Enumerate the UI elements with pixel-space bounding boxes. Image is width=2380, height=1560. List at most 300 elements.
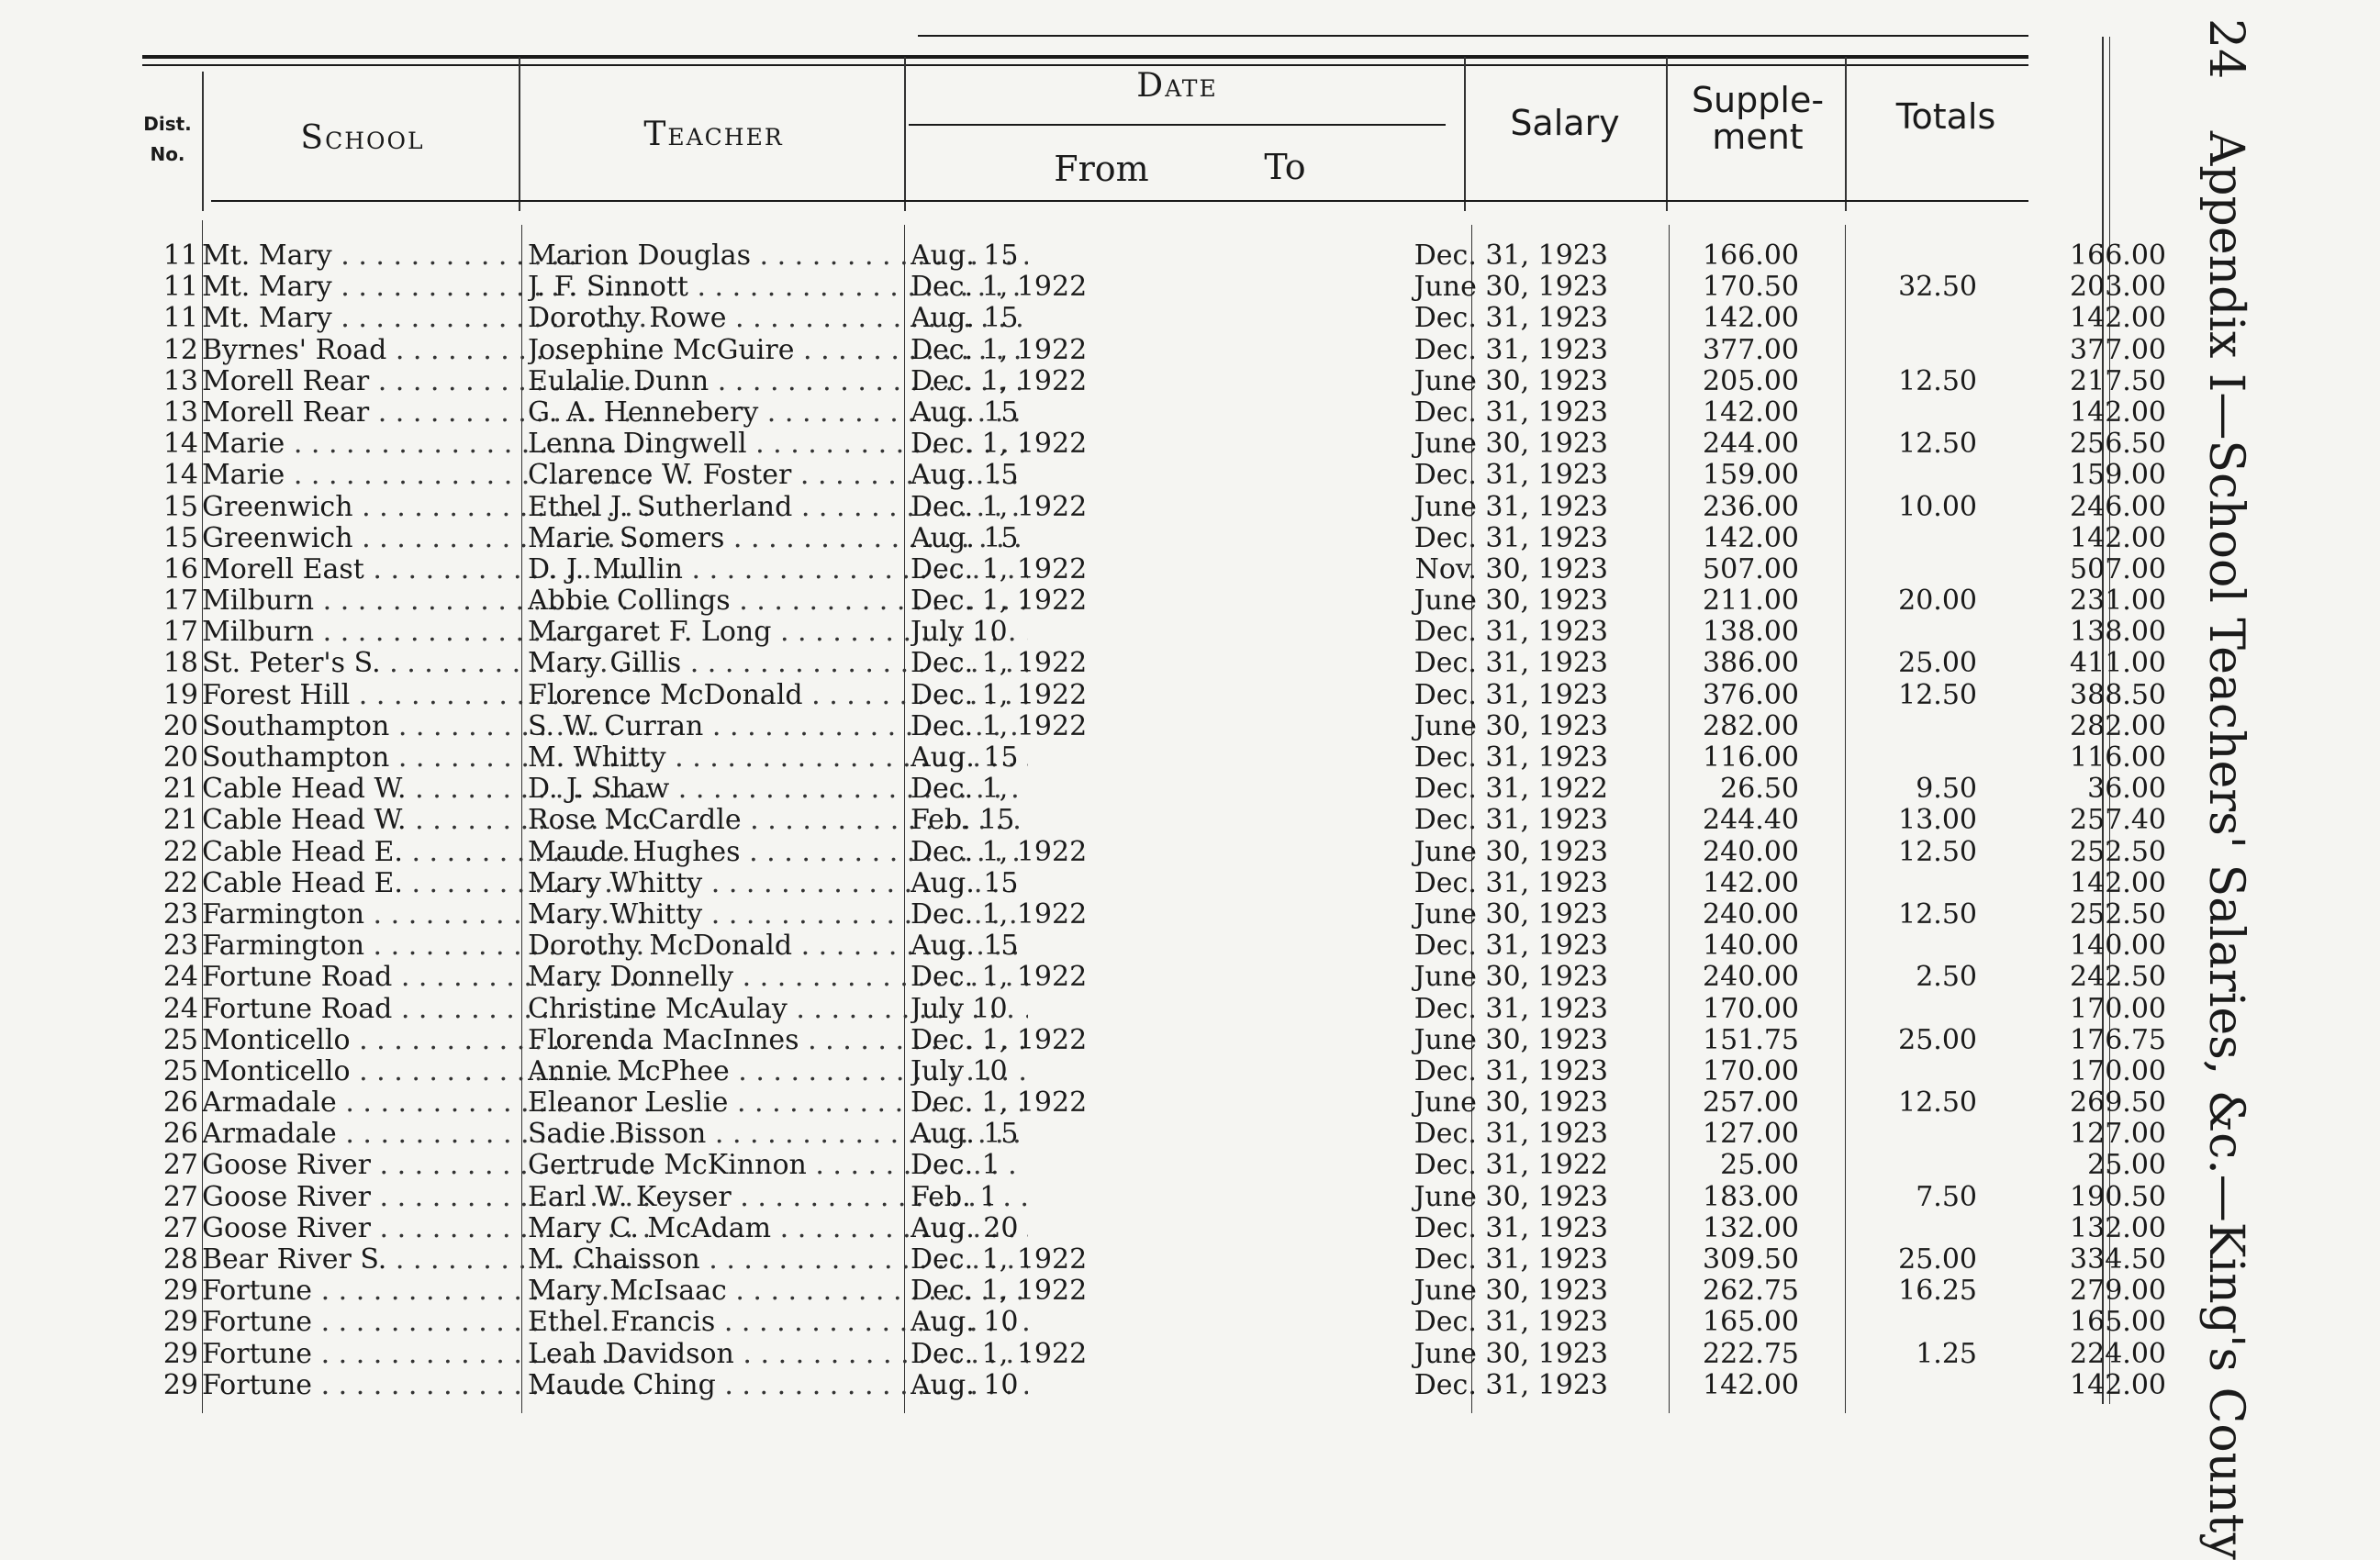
table-row (138, 616, 2166, 649)
dist-no: 20 (162, 741, 198, 774)
total-value: 142.00 (2070, 396, 2166, 429)
total-value: 132.00 (2070, 1211, 2166, 1244)
supplement-value: 2.50 (1916, 961, 1977, 994)
school-name: Cable Head W. . . . (202, 805, 652, 836)
supplement-value: 12.50 (1898, 835, 1977, 868)
table-row (138, 459, 2166, 492)
date-to: Dec. 31, 1923 (1413, 1211, 1608, 1244)
salary-value: 240.00 (1703, 897, 1799, 930)
total-value: 159.00 (2070, 459, 2166, 492)
school-name: Forest Hill . . . (202, 680, 652, 711)
date-to: June 30, 1923 (1413, 1275, 1608, 1308)
top-rule-thin (142, 64, 2028, 66)
school-name: Greenwich . . . (202, 523, 652, 554)
school-name: Mt. Mary . . . (202, 272, 652, 303)
total-value: 142.00 (2070, 521, 2166, 554)
dist-no: 27 (162, 1149, 198, 1182)
table-row (138, 866, 2166, 899)
teacher-name: Dorothy McDonald . . . (528, 930, 1028, 962)
school-name: Morell Rear . . . (202, 366, 652, 397)
header-divider (1666, 57, 1668, 211)
total-value: 217.50 (2070, 364, 2166, 397)
date-to: June 30, 1923 (1413, 1337, 1608, 1370)
total-value: 142.00 (2070, 1368, 2166, 1401)
dist-no: 14 (162, 459, 198, 492)
dist-no: 17 (162, 585, 198, 618)
school-name: Armadale . . . (202, 1119, 652, 1150)
dist-no: 20 (162, 709, 198, 742)
table-row (138, 1023, 2166, 1056)
dist-no: 29 (162, 1306, 198, 1339)
date-to: Dec. 31, 1922 (1413, 773, 1608, 806)
teacher-name: Leah Davidson . . . (528, 1339, 1028, 1370)
date-to: Dec. 31, 1923 (1413, 1054, 1608, 1087)
salary-value: 183.00 (1703, 1180, 1799, 1213)
header-date: Date (1136, 67, 1218, 105)
school-name: Southampton . . . (202, 711, 652, 742)
school-name: Cable Head E. . . . (202, 868, 652, 899)
supplement-value: 32.50 (1898, 271, 1977, 304)
school-name: Greenwich . . . (202, 492, 652, 523)
salary-value: 262.75 (1703, 1275, 1799, 1308)
table-row (138, 647, 2166, 680)
table-row (138, 428, 2166, 461)
teacher-name: Abbie Collings . . . (528, 585, 1028, 617)
salary-value: 222.75 (1703, 1337, 1799, 1370)
date-to: Dec. 31, 1922 (1413, 1149, 1608, 1182)
date-from: Dec. 1, 1922 (911, 429, 1088, 461)
date-from: Dec. 1, 1922 (911, 648, 1088, 680)
dist-no: 29 (162, 1337, 198, 1370)
dist-no: 25 (162, 1023, 198, 1056)
salary-value: 170.50 (1703, 271, 1799, 304)
total-value: 36.00 (2087, 773, 2166, 806)
teacher-name: S. W. Curran . . . (528, 711, 1028, 742)
school-name: Cable Head W. . . . (202, 774, 652, 805)
date-from: Aug. 20 (911, 1212, 1019, 1244)
school-name: Fortune . . . (202, 1307, 652, 1338)
date-from: Aug. 15 (911, 240, 1019, 272)
date-from: Dec. 1, 1922 (911, 1087, 1088, 1120)
table-row (138, 709, 2166, 742)
teacher-name: Christine McAulay . . . (528, 994, 1028, 1025)
table-row (138, 741, 2166, 774)
date-from: Dec. 1, 1922 (911, 1338, 1088, 1370)
supplement-value: 12.50 (1898, 364, 1977, 397)
date-to: Dec. 31, 1923 (1413, 804, 1608, 837)
top-rule-extra (918, 35, 2028, 37)
header-supplement-line2: ment (1712, 116, 1804, 157)
table-row (138, 835, 2166, 868)
dist-no: 13 (162, 396, 198, 429)
total-value: 176.75 (2070, 1023, 2166, 1056)
dist-no: 23 (162, 930, 198, 963)
teacher-name: Maude Ching . . . (528, 1370, 1028, 1401)
salary-value: 244.00 (1703, 428, 1799, 461)
running-title: Appendix I—School Teachers' Salaries, &c.—King's County (2198, 130, 2253, 1560)
date-from: July 10 (911, 617, 1008, 649)
total-value: 166.00 (2070, 240, 2166, 272)
table-row (138, 240, 2166, 272)
dist-no: 14 (162, 428, 198, 461)
date-from: Feb. 15 (911, 805, 1015, 837)
dist-no: 18 (162, 647, 198, 680)
teacher-name: Eulalie Dunn . . . (528, 366, 1028, 397)
table-row (138, 396, 2166, 429)
school-name: Marie . . . (202, 429, 652, 460)
salary-value: 376.00 (1703, 678, 1799, 711)
date-from: Dec. 1, 1922 (911, 679, 1088, 711)
supplement-value: 12.50 (1898, 678, 1977, 711)
supplement-value: 1.25 (1916, 1337, 1977, 1370)
teacher-name: Mary Whitty . . . (528, 868, 1028, 899)
total-value: 224.00 (2070, 1337, 2166, 1370)
salary-value: 244.40 (1703, 804, 1799, 837)
date-from: Aug. 10 (911, 1369, 1019, 1401)
dist-no: 11 (162, 240, 198, 272)
total-value: 282.00 (2070, 709, 2166, 742)
date-to: Dec. 31, 1923 (1413, 1368, 1608, 1401)
dist-no: 19 (162, 678, 198, 711)
teacher-name: Margaret F. Long . . . (528, 617, 1028, 648)
date-from: Dec. 1, 1922 (911, 334, 1088, 366)
salary-value: 116.00 (1703, 741, 1799, 774)
teacher-name: Rose McCardle . . . (528, 805, 1028, 836)
total-value: 165.00 (2070, 1306, 2166, 1339)
date-to: Dec. 31, 1923 (1413, 333, 1608, 366)
table-row (138, 1118, 2166, 1151)
date-from: Aug. 15 (911, 867, 1019, 899)
school-name: Farmington . . . (202, 899, 652, 930)
header-supplement (1670, 80, 1845, 157)
dist-no: 15 (162, 521, 198, 554)
table-row (138, 1275, 2166, 1308)
supplement-value: 12.50 (1898, 897, 1977, 930)
dist-no: 11 (162, 302, 198, 335)
header-divider (904, 57, 906, 211)
teacher-name: Josephine McGuire . . . (528, 335, 1028, 366)
total-value: 257.40 (2070, 804, 2166, 837)
date-from: Dec. 1, 1922 (911, 1244, 1088, 1276)
school-name: St. Peter's S. . . . (202, 648, 652, 679)
dist-no: 12 (162, 333, 198, 366)
table-row (138, 992, 2166, 1025)
total-value: 334.50 (2070, 1243, 2166, 1276)
teacher-name: Ethel J. Sutherland . . . (528, 492, 1028, 523)
teacher-name: Ethel Francis . . . (528, 1307, 1028, 1338)
salary-value: 386.00 (1703, 647, 1799, 680)
total-value: 231.00 (2070, 585, 2166, 618)
dist-no: 28 (162, 1243, 198, 1276)
total-value: 269.50 (2070, 1086, 2166, 1120)
teacher-name: Mary Whitty . . . (528, 899, 1028, 930)
total-value: 507.00 (2070, 552, 2166, 585)
date-to: Dec. 31, 1923 (1413, 521, 1608, 554)
salary-value: 240.00 (1703, 835, 1799, 868)
date-from: Dec. 1 (911, 1150, 1000, 1182)
table-row (138, 897, 2166, 930)
date-to: June 30, 1923 (1413, 1023, 1608, 1056)
date-from: Dec. 1, 1922 (911, 898, 1088, 930)
supplement-value: 12.50 (1898, 1086, 1977, 1120)
table-row (138, 585, 2166, 618)
teacher-name: Eleanor Leslie . . . (528, 1087, 1028, 1119)
dist-no: 11 (162, 271, 198, 304)
teacher-name: Marion Douglas . . . (528, 240, 1028, 272)
date-from: Aug. 15 (911, 460, 1019, 492)
supplement-value: 9.50 (1916, 773, 1977, 806)
school-name: Fortune Road . . . (202, 962, 652, 993)
school-name: Milburn . . . (202, 585, 652, 617)
dist-no: 22 (162, 835, 198, 868)
teacher-name: Marie Somers . . . (528, 523, 1028, 554)
teacher-name: Mary Gillis . . . (528, 648, 1028, 679)
dist-no: 29 (162, 1275, 198, 1308)
table-row (138, 678, 2166, 711)
date-to: June 30, 1923 (1413, 428, 1608, 461)
date-from: Dec. 1, (911, 774, 1009, 806)
salary-table-body (138, 240, 2166, 1401)
school-name: Mt. Mary . . . (202, 240, 652, 272)
date-to: Dec. 31, 1923 (1413, 647, 1608, 680)
date-from: Aug. 15 (911, 1119, 1019, 1151)
date-to: June 30, 1923 (1413, 585, 1608, 618)
dist-no: 21 (162, 773, 198, 806)
teacher-name: J. F. Sinnott . . . (528, 272, 1028, 303)
school-name: Byrnes' Road . . . (202, 335, 652, 366)
school-name: Marie . . . (202, 460, 652, 491)
dist-no: 17 (162, 616, 198, 649)
date-from: July 10 (911, 1055, 1008, 1087)
date-to: June 31, 1923 (1413, 490, 1608, 523)
date-to: Dec. 31, 1923 (1413, 302, 1608, 335)
school-name: Mt. Mary . . . (202, 303, 652, 334)
dist-no: 24 (162, 992, 198, 1025)
supplement-value: 7.50 (1916, 1180, 1977, 1213)
teacher-name: M. Whitty . . . (528, 742, 1028, 774)
teacher-name: Maude Hughes . . . (528, 837, 1028, 868)
date-to: Dec. 31, 1923 (1413, 1306, 1608, 1339)
date-to: Dec. 31, 1923 (1413, 240, 1608, 272)
total-value: 279.00 (2070, 1275, 2166, 1308)
date-from: Feb. 1 (911, 1181, 998, 1213)
supplement-value: 25.00 (1898, 647, 1977, 680)
total-value: 388.50 (2070, 678, 2166, 711)
salary-value: 240.00 (1703, 961, 1799, 994)
total-value: 252.50 (2070, 897, 2166, 930)
total-value: 242.50 (2070, 961, 2166, 994)
school-name: Cable Head E. . . . (202, 837, 652, 868)
total-value: 203.00 (2070, 271, 2166, 304)
school-name: Armadale . . . (202, 1087, 652, 1119)
teacher-name: Clarence W. Foster . . . (528, 460, 1028, 491)
supplement-value: 13.00 (1898, 804, 1977, 837)
total-value: 25.00 (2087, 1149, 2166, 1182)
salary-value: 170.00 (1703, 992, 1799, 1025)
dist-no: 23 (162, 897, 198, 930)
salary-value: 142.00 (1703, 302, 1799, 335)
salary-value: 211.00 (1703, 585, 1799, 618)
salary-value: 377.00 (1703, 333, 1799, 366)
teacher-name: Mary C. McAdam . . . (528, 1213, 1028, 1244)
total-value: 138.00 (2070, 616, 2166, 649)
teacher-name: Annie McPhee . . . (528, 1056, 1028, 1087)
dist-no: 26 (162, 1118, 198, 1151)
school-name: Goose River . . . (202, 1213, 652, 1244)
salary-value: 507.00 (1703, 552, 1799, 585)
total-value: 411.00 (2070, 647, 2166, 680)
dist-no: 22 (162, 866, 198, 899)
date-from: July 10 (911, 993, 1008, 1025)
table-row (138, 1368, 2166, 1401)
school-name: Goose River . . . (202, 1150, 652, 1181)
school-name: Monticello . . . (202, 1025, 652, 1056)
salary-value: 142.00 (1703, 521, 1799, 554)
salary-value: 142.00 (1703, 396, 1799, 429)
supplement-value: 16.25 (1898, 1275, 1977, 1308)
total-value: 256.50 (2070, 428, 2166, 461)
teacher-name: Florenda MacInnes . . . (528, 1025, 1028, 1056)
header-from: From (1054, 149, 1149, 189)
dist-no: 29 (162, 1368, 198, 1401)
table-row (138, 302, 2166, 335)
header-school: School (300, 119, 425, 157)
date-to: June 30, 1923 (1413, 1086, 1608, 1120)
school-name: Fortune . . . (202, 1339, 652, 1370)
table-row (138, 930, 2166, 963)
total-value: 127.00 (2070, 1118, 2166, 1151)
school-name: Goose River . . . (202, 1182, 652, 1213)
header-to: To (1264, 147, 1306, 187)
school-name: Fortune . . . (202, 1276, 652, 1307)
salary-value: 142.00 (1703, 1368, 1799, 1401)
salary-value: 166.00 (1703, 240, 1799, 272)
date-to: Dec. 31, 1923 (1413, 1118, 1608, 1151)
salary-value: 138.00 (1703, 616, 1799, 649)
date-from: Dec. 1, 1922 (911, 962, 1088, 994)
header-teacher: Teacher (643, 116, 784, 153)
table-row (138, 1243, 2166, 1276)
school-name: Fortune Road . . . (202, 994, 652, 1025)
salary-value: 205.00 (1703, 364, 1799, 397)
salary-value: 165.00 (1703, 1306, 1799, 1339)
school-name: Morell Rear . . . (202, 397, 652, 429)
table-row (138, 521, 2166, 554)
total-value: 140.00 (2070, 930, 2166, 963)
table-row (138, 1086, 2166, 1120)
dist-no: 27 (162, 1211, 198, 1244)
date-to: June 30, 1923 (1413, 961, 1608, 994)
table-row (138, 271, 2166, 304)
total-value: 190.50 (2070, 1180, 2166, 1213)
header-divider (1464, 57, 1466, 211)
supplement-value: 25.00 (1898, 1023, 1977, 1056)
dist-no: 13 (162, 364, 198, 397)
header-dist (138, 115, 197, 164)
date-from: Dec. 1, 1922 (911, 710, 1088, 742)
school-name: Fortune . . . (202, 1370, 652, 1401)
total-value: 377.00 (2070, 333, 2166, 366)
date-to: Dec. 31, 1923 (1413, 866, 1608, 899)
table-row (138, 773, 2166, 806)
dist-no: 15 (162, 490, 198, 523)
table-row (138, 961, 2166, 994)
date-to: Dec. 31, 1923 (1413, 741, 1608, 774)
teacher-name: Lenna Dingwell . . . (528, 429, 1028, 460)
table-row (138, 804, 2166, 837)
dist-no: 25 (162, 1054, 198, 1087)
teacher-name: Florence McDonald . . . (528, 680, 1028, 711)
date-from: Dec. 1, 1922 (911, 1024, 1088, 1056)
date-subrule (909, 124, 1446, 126)
teacher-name: D. J. Shaw . . . (528, 774, 1028, 805)
running-header (2198, 18, 2253, 1560)
school-name: Southampton . . . (202, 742, 652, 774)
supplement-value: 20.00 (1898, 585, 1977, 618)
total-value: 246.00 (2070, 490, 2166, 523)
date-to: June 30, 1923 (1413, 835, 1608, 868)
salary-value: 26.50 (1720, 773, 1799, 806)
supplement-value: 10.00 (1898, 490, 1977, 523)
salary-value: 142.00 (1703, 866, 1799, 899)
date-to: Dec. 31, 1923 (1413, 459, 1608, 492)
salary-value: 159.00 (1703, 459, 1799, 492)
teacher-name: G. A. Hennebery . . . (528, 397, 1028, 429)
table-row (138, 1337, 2166, 1370)
dist-no: 27 (162, 1180, 198, 1213)
table-row (138, 1306, 2166, 1339)
total-value: 252.50 (2070, 835, 2166, 868)
teacher-name: Sadie Bisson . . . (528, 1119, 1028, 1150)
date-from: Dec. 1, 1922 (911, 272, 1088, 304)
total-value: 170.00 (2070, 1054, 2166, 1087)
total-value: 142.00 (2070, 302, 2166, 335)
supplement-value: 25.00 (1898, 1243, 1977, 1276)
school-name: Monticello . . . (202, 1056, 652, 1087)
date-to: Dec. 31, 1923 (1413, 992, 1608, 1025)
header-bottom-rule (211, 200, 2028, 202)
salary-value: 25.00 (1720, 1149, 1799, 1182)
date-to: Dec. 31, 1923 (1413, 616, 1608, 649)
header-no-line2: No. (150, 143, 185, 165)
table-row (138, 1054, 2166, 1087)
salary-value: 309.50 (1703, 1243, 1799, 1276)
school-name: Bear River S. . . . (202, 1244, 652, 1276)
date-from: Dec. 1, 1922 (911, 1276, 1088, 1308)
date-from: Aug. 15 (911, 742, 1019, 774)
salary-value: 236.00 (1703, 490, 1799, 523)
date-from: Aug. 15 (911, 303, 1019, 335)
teacher-name: Earl W. Keyser . . . (528, 1182, 1028, 1213)
salary-value: 151.75 (1703, 1023, 1799, 1056)
school-name: Farmington . . . (202, 930, 652, 962)
teacher-name: Gertrude McKinnon . . . (528, 1150, 1028, 1181)
date-from: Dec. 1, 1922 (911, 836, 1088, 868)
total-value: 142.00 (2070, 866, 2166, 899)
teacher-name: D. J. Mullin . . . (528, 554, 1028, 585)
header-divider (519, 57, 520, 211)
date-from: Dec. 1, 1922 (911, 553, 1088, 585)
date-from: Dec. 1, 1922 (911, 585, 1088, 618)
header-supplement-line1: Supple- (1691, 80, 1825, 120)
top-rule-thick (142, 55, 2028, 59)
salary-value: 140.00 (1703, 930, 1799, 963)
date-from: Aug. 15 (911, 396, 1019, 429)
table-row (138, 1149, 2166, 1182)
table-row (138, 1180, 2166, 1213)
teacher-name: M. Chaisson . . . (528, 1244, 1028, 1276)
total-value: 170.00 (2070, 992, 2166, 1025)
